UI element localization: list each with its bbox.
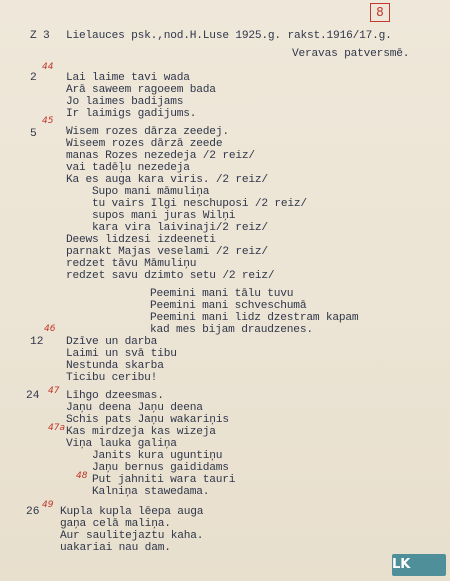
song-line: kara vira laivinaji/2 reiz/ bbox=[92, 222, 268, 234]
song-number: 5 bbox=[30, 128, 37, 140]
song-line: redzet savu dzimto setu /2 reiz/ bbox=[66, 270, 275, 282]
song-line: Laimi un svā tibu bbox=[66, 348, 177, 360]
song-number: 2 bbox=[30, 72, 37, 84]
song-line: Peemini mani tālu tuvu bbox=[150, 288, 294, 300]
song-line: uakariai nau dam. bbox=[60, 542, 171, 554]
song-line: Līhgo dzeesmas. bbox=[66, 390, 164, 402]
song-line: Viņa lauka galiņa bbox=[66, 438, 177, 450]
song-annotation: 45 bbox=[42, 116, 54, 126]
song-line: Supo mani māmuliņa bbox=[92, 186, 210, 198]
song-line: Deews lidzesi izdeeneti bbox=[66, 234, 216, 246]
song-line: Peemini mani lidz dzestram kapam bbox=[150, 312, 359, 324]
header-source: Veravas patversmē. bbox=[292, 48, 410, 60]
song-annotation: 47 bbox=[48, 386, 60, 396]
song-annotation: 46 bbox=[44, 324, 56, 334]
song-line: vai tadēļu nezedeja bbox=[66, 162, 190, 174]
song-line: Jaņu deena Jaņu deena bbox=[66, 402, 203, 414]
song-line: Put jahniti wara tauri bbox=[92, 474, 236, 486]
song-line: Kalniņa stawedama. bbox=[92, 486, 210, 498]
song-annotation: 44 bbox=[42, 62, 54, 72]
song-line: manas Rozes nezedeja /2 reiz/ bbox=[66, 150, 255, 162]
header-info: Lielauces psk.,nod.H.Luse 1925.g. rakst.1916/17.g. bbox=[66, 30, 392, 42]
song-line: Dzīve un darba bbox=[66, 336, 158, 348]
song-line: Janits kura uguntiņu bbox=[92, 450, 223, 462]
song-number: 12 bbox=[30, 336, 44, 348]
song-line: Jo laimes badijams bbox=[66, 96, 184, 108]
song-line: Aur saulitejaztu kaha. bbox=[60, 530, 204, 542]
song-annotation: 49 bbox=[42, 500, 54, 510]
archive-logo-mark: LK bbox=[392, 557, 411, 572]
song-line: parnakt Majas veselami /2 reiz/ bbox=[66, 246, 268, 258]
song-line: Wiseem rozes dārzā zeede bbox=[66, 138, 223, 150]
song-line: kad mes bijam draudzenes. bbox=[150, 324, 313, 336]
song-line: Peemini mani schveschumā bbox=[150, 300, 307, 312]
song-number: 24 bbox=[26, 390, 40, 402]
song-line: Kas mirdzeja kas wizeja bbox=[66, 426, 216, 438]
song-line: Kupla kupla lēepa auga bbox=[60, 506, 204, 518]
song-line: tu vairs Ilgi neschuposi /2 reiz/ bbox=[92, 198, 307, 210]
song-number: 26 bbox=[26, 506, 40, 518]
song-line: gaņa celā maliņa. bbox=[60, 518, 171, 530]
song-line: Lai laime tavi wada bbox=[66, 72, 190, 84]
archive-logo bbox=[392, 554, 446, 576]
archive-logo-text bbox=[410, 563, 413, 567]
margin-mark: 47a bbox=[48, 423, 65, 433]
song-line: Jaņu bernus gaididams bbox=[92, 462, 229, 474]
song-line: Ka es auga kara viris. /2 reiz/ bbox=[66, 174, 268, 186]
song-line: Ir laimigs gadijums. bbox=[66, 108, 197, 120]
song-line: redzet tāvu Māmuliņu bbox=[66, 258, 197, 270]
song-line: Ticibu ceribu! bbox=[66, 372, 158, 384]
song-line: Wisem rozes dārza zeedej. bbox=[66, 126, 229, 138]
song-line: Arā saweem ragoeem bada bbox=[66, 84, 216, 96]
header-ref: Z 3 bbox=[30, 30, 50, 42]
song-line: Nestunda skarba bbox=[66, 360, 164, 372]
page-number-box: 8 bbox=[370, 3, 390, 22]
song-line: supos mani juras Wilņi bbox=[92, 210, 236, 222]
margin-mark: 48 bbox=[76, 471, 88, 481]
song-line: Schis pats Jaņu wakariņis bbox=[66, 414, 229, 426]
